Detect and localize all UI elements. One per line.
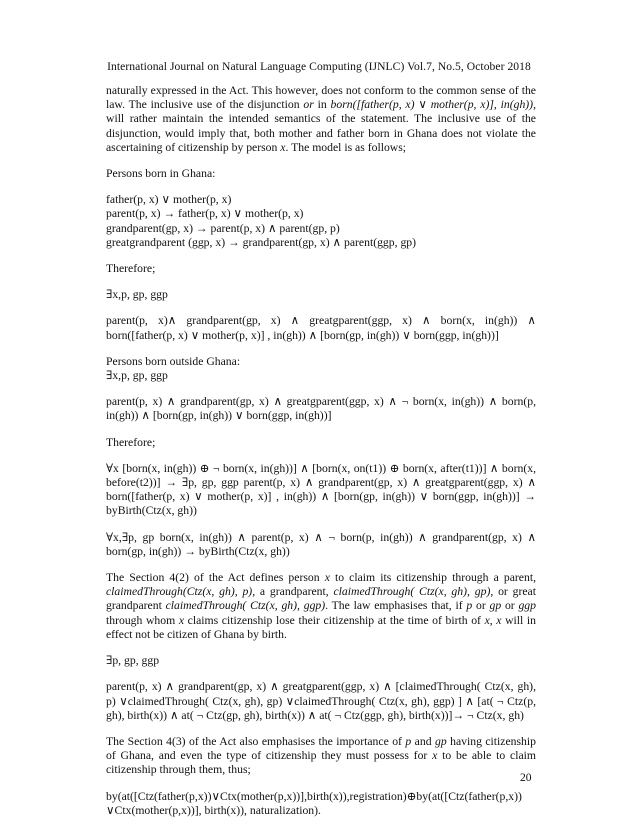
persons-born-in-ghana-label: Persons born in Ghana: [106,167,216,181]
rule-line: father(p, x) ∨ mother(p, x) [106,193,232,207]
inline-formula: born([father(p, x) ∨ mother(p, x)], in(gh)) [330,98,534,112]
paragraph-section-4-3: The Section 4(3) of the Act also emphasises the importance of p and gp having citizenship of Ghana, and even the type of citizenship they must possess for x to be able to claim citizenship through them, thus; [106,734,536,777]
paragraph-disjunction: naturally expressed in the Act. This however, does not conform to the common sense of the law. The inclusive use of the disjunction or in born([father(p, x) ∨ mother(p, x)], in(gh)), will rather maintain the intended semantics of the statement. The inclusive use of the disjunction, would imply that, both mother and father born in Ghana does not violate the ascertaining of citizenship by person x. The model is as follows; [106,84,537,154]
formula-by-birth-general: ∀x [born(x, in(gh)) ⊕ ¬ born(x, in(gh))] ∧ [born(x, on(t1)) ⊕ born(x, after(t1))] ∧ born(x, before(t2))] → ∃p, gp, ggp parent(p, x) ∧ grandparent(gp, x) ∧ greatgparent(ggp, x) ∧ born([father(p, x) ∨ mother(p, x)] , in(gh)) ∧ [born(gp, in(gh)) ∨ born(ggp, in(gh))] → byBirth(Ctz(x, gh)) [106,461,536,518]
rule-list [106,193,536,250]
quantifier-line: ∃x,p, gp, ggp [106,288,168,302]
body-text [106,84,536,830]
inline-formula: claimedThrough( Ctz(x, gh), ggp) [165,599,326,613]
running-header: International Journal on Natural Language Computing (IJNLC) Vol.7, No.5, October 2018 [107,60,531,73]
formula-claimed-through: parent(p, x) ∧ grandparent(gp, x) ∧ greatgparent(ggp, x) ∧ [claimedThrough( Ctz(x, gh), p) ∨claimedThrough( Ctz(x, gh), gp) ∨claimedThrough( Ctz(x, gh), ggp) ] ∧ [at( ¬ Ctz(p, gh), birth(x)) ∧ at( ¬ Ctz(gp, gh), birth(x)) ∧ at( ¬ Ctz(ggp, gh), birth(x))]→ ¬ Ctz(x, gh) [106,680,536,722]
emphasis-or: or [303,98,314,112]
page-number: 20 [520,771,532,784]
quantifier-line: ∃x,p, gp, ggp [106,369,168,383]
rule-line: parent(p, x) → father(p, x) ∨ mother(p, x) [106,207,304,221]
therefore-label: Therefore; [106,262,156,276]
formula-born-outside-ghana: parent(p, x) ∧ grandparent(gp, x) ∧ greatgparent(ggp, x) ∧ ¬ born(x, in(gh)) ∧ born(p, in(gh)) ∧ [born(gp, in(gh)) ∨ born(ggp, in(gh))] [106,395,536,423]
therefore-label: Therefore; [106,435,156,449]
formula-citizenship-type: by(at([Ctz(father(p,x))∨Ctx(mother(p,x))],birth(x)),registration)⊕by(at([Ctz(father(p,x)) ∨Ctx(mother(p,x))], birth(x)), naturalization). [106,789,522,817]
rule-line: greatgrandparent (ggp, x) → grandparent(gp, x) ∧ parent(ggp, gp) [106,235,417,249]
formula-by-birth-grandparent: ∀x,∃p, gp born(x, in(gh)) ∧ parent(p, x) ∧ ¬ born(p, in(gh)) ∧ grandparent(gp, x) ∧ born(gp, in(gh)) → byBirth(Ctz(x, gh)) [106,530,536,558]
rule-line: grandparent(gp, x) → parent(p, x) ∧ parent(gp, p) [106,221,340,235]
inline-formula: claimedThrough( Ctz(x, gh), gp) [333,585,491,599]
quantifier-line: ∃p, gp, ggp [106,654,160,668]
formula-born-in-ghana: parent(p, x)∧ grandparent(gp, x) ∧ greatgparent(ggp, x) ∧ born(x, in(gh)) ∧ born([father(p, x) ∨ mother(p, x)] , in(gh)) ∧ [born(gp, in(gh)) ∨ born(ggp, in(gh))] [106,314,536,342]
inline-formula: claimedThrough(Ctz(x, gh), p) [106,585,253,599]
persons-born-outside-ghana-label: Persons born outside Ghana: [106,354,241,368]
paragraph-section-4-2: The Section 4(2) of the Act defines person x to claim its citizenship through a parent, claimedThrough(Ctz(x, gh), p), a grandparent, claimedThrough( Ctz(x, gh), gp), or great grandparent claimedThrough( Ctz(x, gh), ggp). The law emphasises that, if p or gp or ggp through whom x claims citizenship lose their citizenship at the time of birth of x, x will in effect not be citizen of Ghana by birth. [106,571,537,641]
